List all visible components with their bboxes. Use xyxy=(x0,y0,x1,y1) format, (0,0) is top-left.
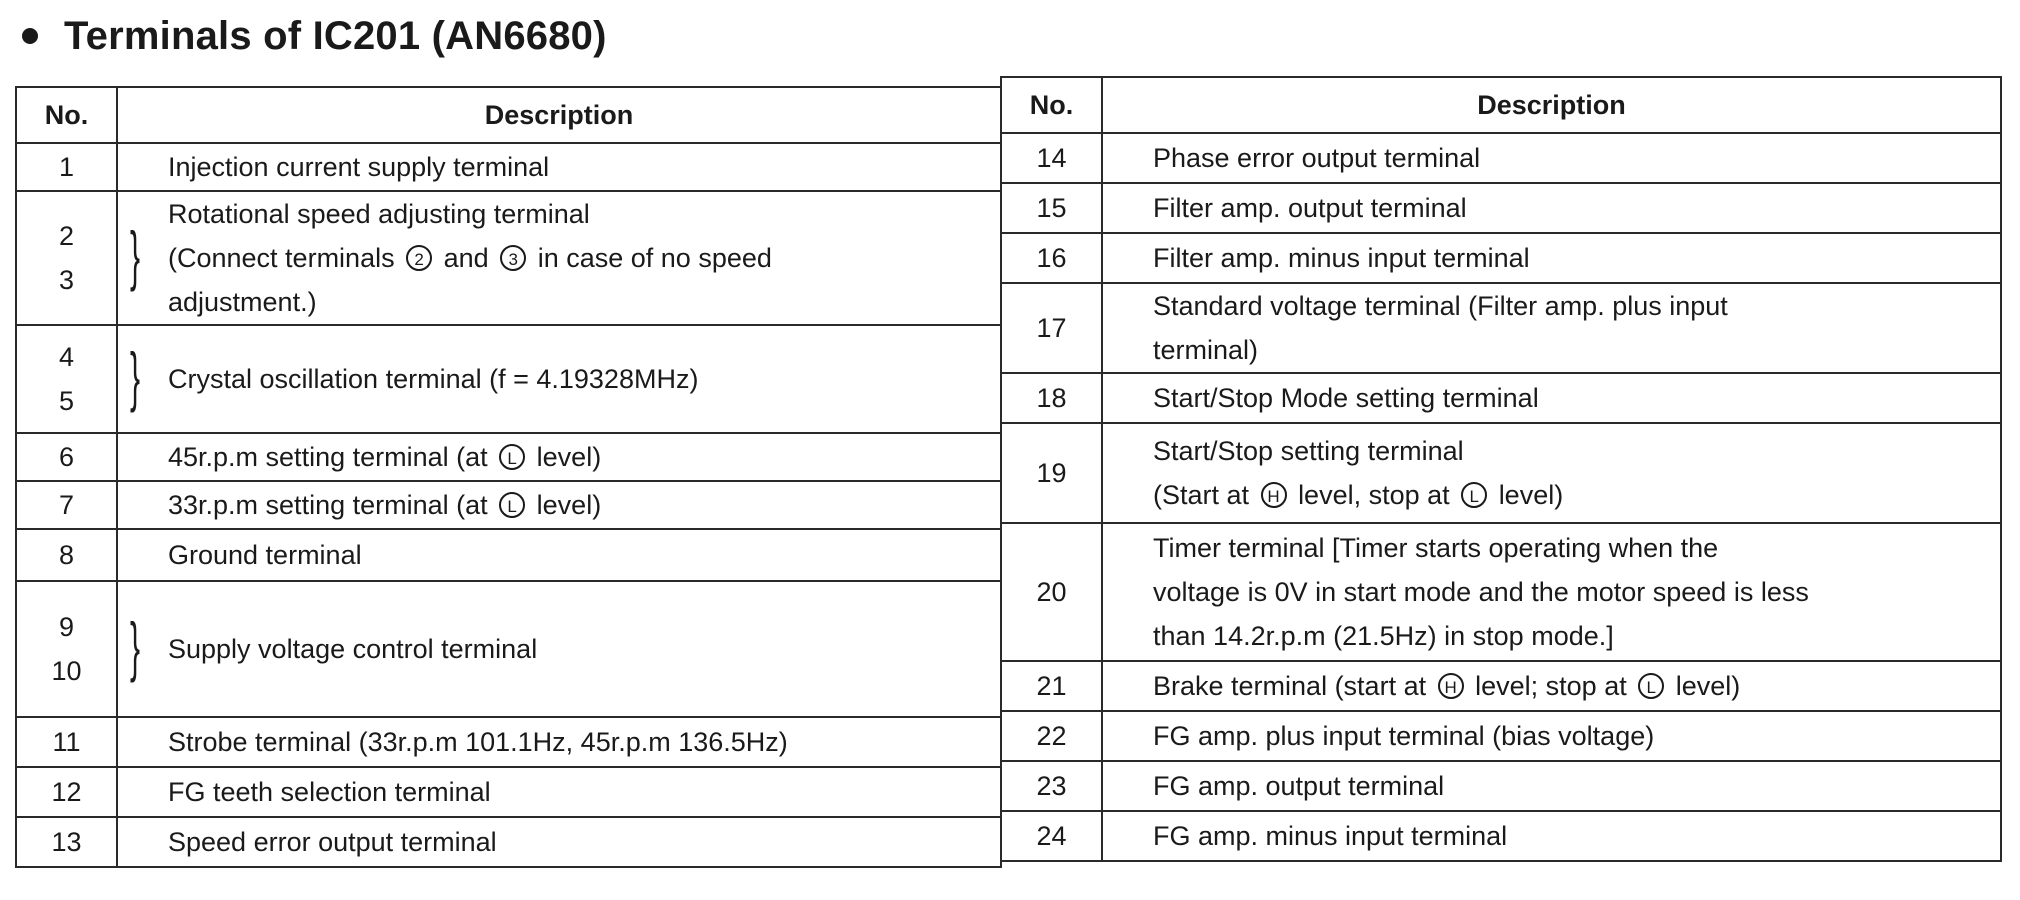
description-line: Start/Stop setting terminal xyxy=(1153,436,1464,466)
terminal-number-pair xyxy=(16,325,117,433)
terminal-number: 6 xyxy=(16,433,117,481)
table-header-row xyxy=(16,87,1001,143)
terminal-number: 13 xyxy=(16,817,117,867)
description-text: Supply voltage control terminal xyxy=(168,634,538,664)
terminal-number: 5 xyxy=(58,386,75,416)
table-row xyxy=(16,481,1001,529)
description-text: in case of no speed xyxy=(537,243,772,273)
page-title xyxy=(18,8,607,64)
description-line: Rotational speed adjusting terminal xyxy=(168,199,590,229)
terminal-number: 14 xyxy=(1001,133,1102,183)
terminal-number: 4 xyxy=(58,342,75,372)
description-text: (Connect terminals xyxy=(168,243,395,273)
table-row xyxy=(1001,233,2001,283)
header-no: No. xyxy=(1001,77,1102,133)
description-text: level) xyxy=(1498,480,1564,510)
terminal-number: 18 xyxy=(1001,373,1102,423)
circled-l-icon: L xyxy=(499,492,525,518)
description-text: level) xyxy=(536,490,602,520)
terminal-description xyxy=(1102,423,2001,523)
description-line xyxy=(168,236,1000,280)
circled-number-icon: 2 xyxy=(406,245,432,271)
table-row xyxy=(16,529,1001,581)
terminal-description: Ground terminal xyxy=(117,529,1001,581)
circled-h-icon: H xyxy=(1261,482,1287,508)
table-row xyxy=(1001,133,2001,183)
terminal-number: 21 xyxy=(1001,661,1102,711)
terminal-description: FG amp. plus input terminal (bias voltage) xyxy=(1102,711,2001,761)
description-text: Brake terminal (start at xyxy=(1153,671,1427,701)
terminal-number-pair xyxy=(16,191,117,325)
terminal-description: FG amp. minus input terminal xyxy=(1102,811,2001,861)
table-row xyxy=(16,817,1001,867)
brace-icon: } xyxy=(130,341,141,415)
right-terminal-table xyxy=(1000,76,2002,862)
terminal-number: 24 xyxy=(1001,811,1102,861)
terminal-description xyxy=(117,481,1001,529)
terminal-description: Speed error output terminal xyxy=(117,817,1001,867)
title-text: Terminals of IC201 (AN6680) xyxy=(64,13,607,58)
terminal-description: Strobe terminal (33r.p.m 101.1Hz, 45r.p.m 136.5Hz) xyxy=(117,717,1001,767)
description-text: Crystal oscillation terminal (f = 4.19328MHz) xyxy=(168,364,699,394)
header-no: No. xyxy=(16,87,117,143)
description-line: than 14.2r.p.m (21.5Hz) in stop mode.] xyxy=(1153,621,1614,651)
description-text: level, stop at xyxy=(1298,480,1450,510)
left-terminal-table xyxy=(15,86,1002,868)
terminal-description xyxy=(117,325,1001,433)
header-description: Description xyxy=(1102,77,2001,133)
terminal-description: Phase error output terminal xyxy=(1102,133,2001,183)
table-row xyxy=(16,717,1001,767)
description-text: 45r.p.m setting terminal (at xyxy=(168,442,488,472)
terminal-description xyxy=(117,433,1001,481)
terminal-number: 3 xyxy=(58,265,75,295)
terminal-number: 15 xyxy=(1001,183,1102,233)
table-row xyxy=(16,325,1001,433)
header-description: Description xyxy=(117,87,1001,143)
brace-icon: } xyxy=(130,220,141,294)
bullet-icon xyxy=(22,28,38,44)
table-row xyxy=(1001,283,2001,373)
table-row xyxy=(16,581,1001,717)
terminal-description xyxy=(1102,523,2001,661)
circled-l-icon: L xyxy=(1461,482,1487,508)
table-row xyxy=(1001,423,2001,523)
description-line xyxy=(1153,473,2000,517)
terminal-number: 12 xyxy=(16,767,117,817)
terminal-number: 19 xyxy=(1001,423,1102,523)
terminal-description xyxy=(117,191,1001,325)
terminal-number: 1 xyxy=(16,143,117,191)
description-text: level; stop at xyxy=(1475,671,1627,701)
table-row xyxy=(1001,523,2001,661)
description-text: 33r.p.m setting terminal (at xyxy=(168,490,488,520)
terminal-number: 9 xyxy=(58,612,75,642)
terminal-description: Filter amp. minus input terminal xyxy=(1102,233,2001,283)
table-row xyxy=(16,767,1001,817)
terminal-number: 20 xyxy=(1001,523,1102,661)
table-row xyxy=(1001,811,2001,861)
circled-h-icon: H xyxy=(1438,673,1464,699)
description-line: Standard voltage terminal (Filter amp. plus input xyxy=(1153,291,1728,321)
table-row xyxy=(16,191,1001,325)
table-row xyxy=(1001,373,2001,423)
terminal-number: 11 xyxy=(16,717,117,767)
table-row xyxy=(1001,661,2001,711)
terminal-number: 16 xyxy=(1001,233,1102,283)
terminal-description xyxy=(1102,661,2001,711)
description-text: and xyxy=(443,243,489,273)
brace-icon: } xyxy=(130,611,141,685)
description-text: level) xyxy=(536,442,602,472)
circled-l-icon: L xyxy=(1638,673,1664,699)
table-row xyxy=(16,143,1001,191)
description-text: level) xyxy=(1675,671,1741,701)
description-line: voltage is 0V in start mode and the motor speed is less xyxy=(1153,577,1809,607)
terminal-description: Injection current supply terminal xyxy=(117,143,1001,191)
description-line: Timer terminal [Timer starts operating when the xyxy=(1153,533,1719,563)
terminal-description: FG amp. output terminal xyxy=(1102,761,2001,811)
description-line: adjustment.) xyxy=(168,287,317,317)
terminal-number: 2 xyxy=(58,221,75,251)
terminal-number: 7 xyxy=(16,481,117,529)
terminal-description xyxy=(1102,283,2001,373)
table-row xyxy=(1001,183,2001,233)
table-row xyxy=(1001,711,2001,761)
description-line: terminal) xyxy=(1153,335,1259,365)
terminal-number: 22 xyxy=(1001,711,1102,761)
table-row xyxy=(16,433,1001,481)
terminal-description: Filter amp. output terminal xyxy=(1102,183,2001,233)
circled-l-icon: L xyxy=(499,444,525,470)
terminal-number: 8 xyxy=(16,529,117,581)
terminal-number-pair xyxy=(16,581,117,717)
table-row xyxy=(1001,761,2001,811)
description-text: (Start at xyxy=(1153,480,1250,510)
terminal-description: Start/Stop Mode setting terminal xyxy=(1102,373,2001,423)
terminal-number: 10 xyxy=(51,656,82,686)
terminal-description: FG teeth selection terminal xyxy=(117,767,1001,817)
terminal-number: 23 xyxy=(1001,761,1102,811)
terminal-number: 17 xyxy=(1001,283,1102,373)
terminal-description xyxy=(117,581,1001,717)
circled-number-icon: 3 xyxy=(500,245,526,271)
table-header-row xyxy=(1001,77,2001,133)
